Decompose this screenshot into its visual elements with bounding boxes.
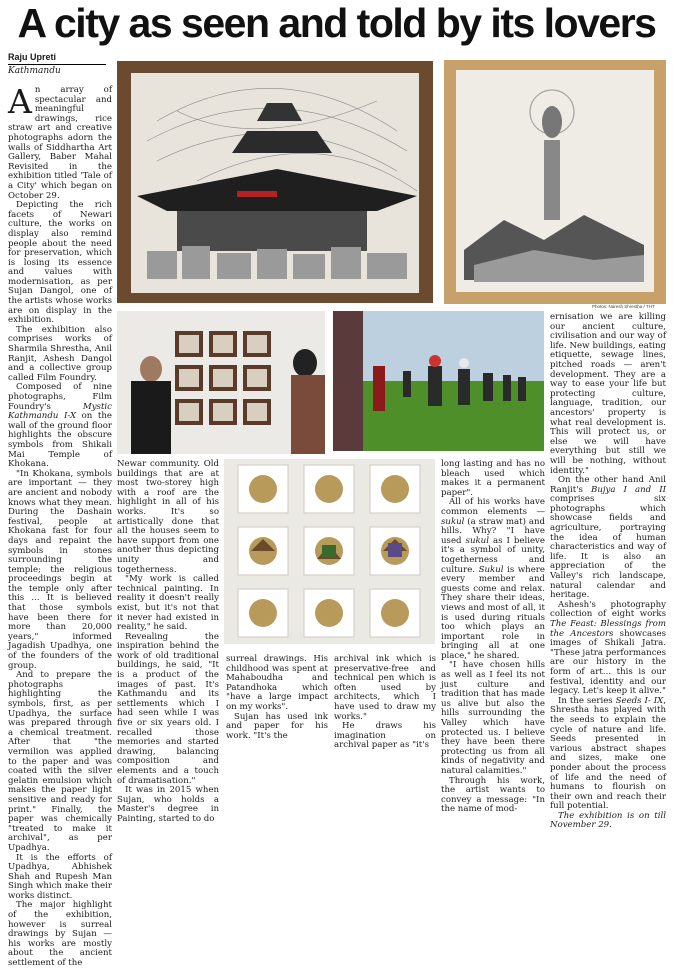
paragraph: Ashesh's photography collection of eight works The Feast: Blessings from the Ancestors showcases images of Shikali Jatra. "These jatra performances are our history in the form of art... this is our festival, identity and our legacy. Let's keep it alive.": [550, 599, 667, 697]
paragraph: He draws his imagination on archival paper as "it's: [334, 721, 436, 751]
photo-gallery-visitors: [117, 311, 325, 454]
article-column-5: [550, 312, 667, 831]
paragraph: long lasting and has no bleach used which makes it a permanent paper".: [441, 459, 545, 498]
paragraph: archival ink which is preservative-free and technical pen which is often used by architects, which I have used to draw my works.": [334, 654, 436, 722]
paragraph: And to prepare the photographs highlighting the symbols, first, as per Upadhya, the surface was prepared through a chemical treatment. After that "the vermilion was applied to the paper and was coated with the silver gelatin emulsion which makes the paper light sensitive and ready for print." Finally, the paper was chemically "treated to make it archival", as per Upadhya.: [8, 670, 112, 853]
paragraph: ernisation we are killing our ancient culture, civilisation and our way of life. New buildings, eating etiquette, sewage lines, pitched roads — aren't development. They are a way to ease your life but protecting culture, language, tradition, our ancestors' property is what real development is. This will protect us, or else we will have everything but still we will be nothing, without identity.": [550, 312, 666, 476]
dateline: Kathmandu: [8, 66, 61, 76]
paragraph: It is the efforts of Upadhya, Abhishek Shah and Rupesh Man Singh which make their works distinct.: [8, 852, 112, 901]
paragraph: "I have chosen hills as well as I feel its not just culture and tradition that has made us alive but also the hills surrounding the Valley which have protected us. I believe they have been there protecting us from all kinds of negativity and natural calamities.": [441, 660, 545, 776]
article-column-4: [441, 459, 545, 815]
drop-cap: A: [8, 82, 32, 121]
paragraph: In the series Seeds I- IX, Shrestha has played with the seeds to explain the cycle of nature and life. Seeds presented in various abstract shapes and sizes, make one ponder about the process of life and the need of humans to flourish on their own and reach their full potential.: [550, 695, 666, 812]
photo-figure-drawing: [444, 60, 666, 304]
article-column-3b: [334, 654, 436, 751]
paragraph: Through his work, the artist wants to convey a message: "In the name of mod-: [441, 775, 545, 815]
paragraph: The exhibition also comprises works of Sharmila Shrestha, Anil Ranjit, Ashesh Dangol and a collective group called Film Foundry.: [8, 324, 112, 383]
article-column-1: [8, 82, 112, 969]
paragraph: The major highlight of the exhibition, however is surreal drawings by Sujan — his works are mostly about the ancient settlement of the: [8, 900, 112, 969]
paragraph: Newar community. Old buildings that are at most two-storey high with a roof are the highlight in all of his works. It's so artistically done that all the houses seem to have support from one another thus depicting unity and togetherness.: [117, 459, 219, 575]
paragraph: Depicting the rich facets of Newari culture, the works on display also remind people about the need for preservation, which is losing its essence and values with modernisation, as per Sujan Dangol, one of the artists whose works are on display in the exhibition.: [8, 200, 112, 326]
closing-note: The exhibition is on till November 29.: [550, 810, 666, 831]
paragraph: "In Khokana, symbols are important — they are ancient and nobody knows what they mean. During the Dashain festival, people at Khokana fast for four days and repaint the symbols in stones surrounding the temple; the religious proceedings begin at the temple only after this ... It is believed that those symbols have been there for more than 20,000 years," informed Jagadish Upadhya, one of the founders of the group.: [8, 468, 112, 671]
photo-temple-drawing: [117, 61, 433, 303]
photo-seeds-artworks: [224, 459, 435, 644]
article-column-3: [226, 654, 328, 741]
paragraph: All of his works have common elements — sukul (a straw mat) and hills. Why? "I have used sukul as I believe it's a symbol of unity, togetherness and culture. Sukul is where every member and guests come and relax. They share their ideas, views and most of all, it is used during rituals too which plays an important role in bringing all at one place," he shared.: [441, 497, 545, 661]
paragraph: Revealing the inspiration behind the work of old traditional buildings, he said, "It is a product of the images of past. It's Kathmandu and its settlements which I had seen while I was five or six years old. I recalled those memories and started drawing, balancing composition and elements and a touch of dramatisation.": [117, 631, 219, 786]
photo-credit: Photos: Naresh Shrestha / THT: [592, 304, 655, 309]
paragraph: surreal drawings. His childhood was spent at Mahaboudha and Patandhoka which "have a large impact on my works".: [226, 654, 328, 712]
article-column-2: [117, 459, 219, 824]
photo-festival-scene: [333, 311, 544, 451]
byline-author: Raju Upreti: [8, 52, 57, 62]
paragraph: On the other hand Anil Ranjit's Bujya I and II comprises six photographs which showcase fields and agriculture, portraying the idea of human characteristics and way of life. It is also an appreciation of the Valley's rich landscape, natural calendar and heritage.: [550, 475, 666, 601]
headline: A city as seen and told by its lovers: [17, 0, 656, 46]
byline-divider: [8, 64, 106, 65]
paragraph: Composed of nine photographs, Film Foundry's Mystic Kathmandu I-X on the wall of the ground floor highlights the obscure symbols from Shikali Mai Temple of Khokana.: [8, 382, 112, 470]
paragraph: An array of spectacular and meaningful drawings, rice straw art and creative photographs adorn the walls of Siddhartha Art Gallery, Baber Mahal Revisited in the exhibition titled 'Tale of a City' which began on October 29.: [8, 82, 112, 201]
paragraph: It was in 2015 when Sujan, who holds a Master's degree in Painting, started to do: [117, 785, 219, 824]
paragraph: Sujan has used ink and paper for his work. "It's the: [226, 711, 328, 741]
paragraph: "My work is called technical painting. In reality it doesn't really exist, but it's not that it never had existed in reality," he said.: [117, 574, 219, 633]
